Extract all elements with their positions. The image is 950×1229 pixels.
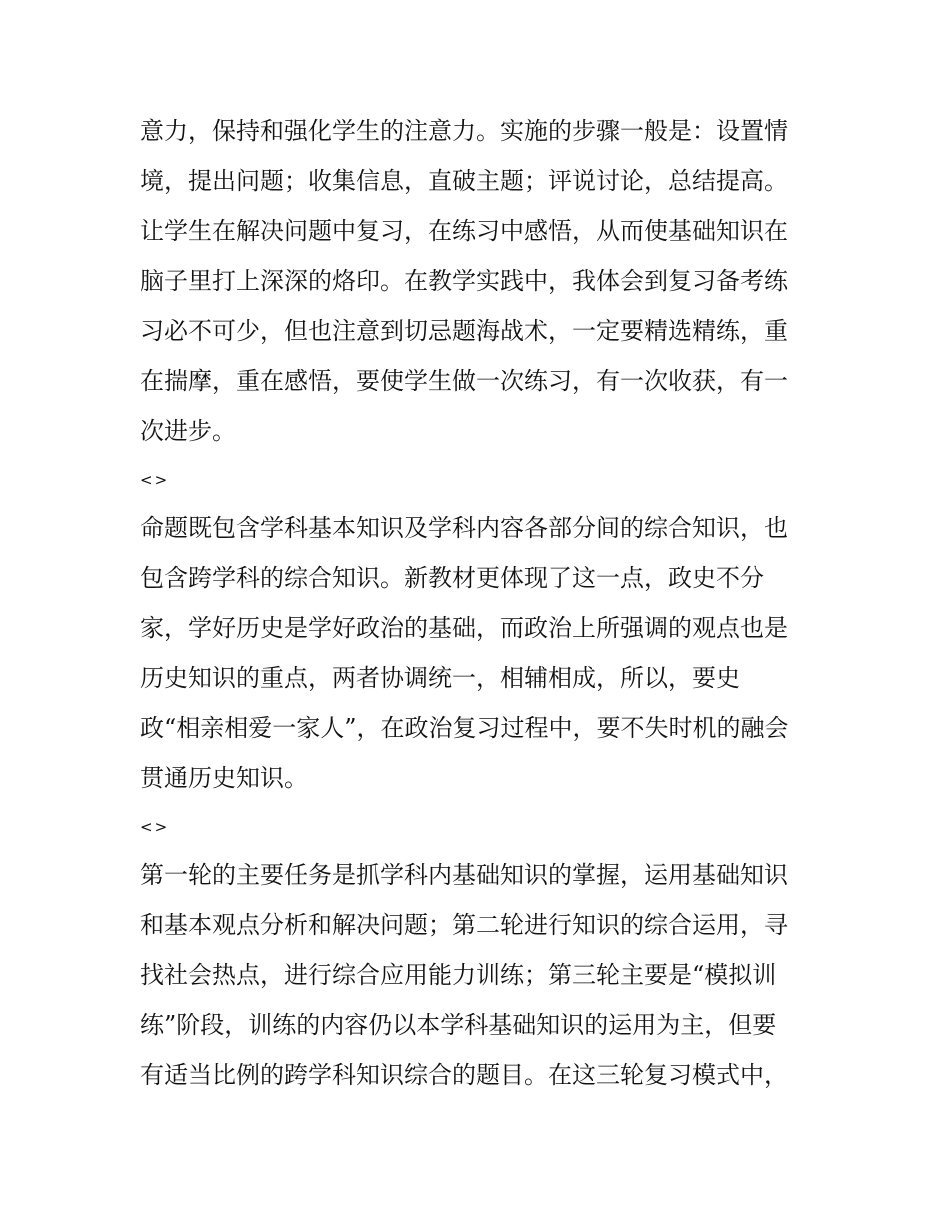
paragraph-3-line-3: 找社会热点，进行综合应用能力训练；第三轮主要是“模拟训 bbox=[140, 961, 777, 989]
paragraph-1-line-4: 脑子里打上深深的烙印。在教学实践中，我体会到复习备考练 bbox=[140, 267, 788, 295]
section-separator: <> bbox=[140, 471, 170, 489]
paragraph-2-line-4: 历史知识的重点，两者协调统一，相辅相成，所以，要史 bbox=[140, 664, 740, 692]
paragraph-1-line-2: 境，提出问题；收集信息，直破主题；评说讨论，总结提高。 bbox=[140, 167, 788, 195]
paragraph-2-line-5: 政“相亲相爱一家人”，在政治复习过程中，要不失时机的融会 bbox=[140, 714, 789, 742]
paragraph-3-line-1: 第一轮的主要任务是抓学科内基础知识的掌握，运用基础知识 bbox=[140, 861, 788, 889]
paragraph-2-line-6: 贯通历史知识。 bbox=[140, 764, 308, 792]
paragraph-3-line-2: 和基本观点分析和解决问题；第二轮进行知识的综合运用，寻 bbox=[140, 911, 788, 939]
paragraph-1-line-5: 习必不可少，但也注意到切忌题海战术，一定要精选精练，重 bbox=[140, 317, 788, 345]
paragraph-3-line-5: 有适当比例的跨学科知识综合的题目。在这三轮复习模式中， bbox=[140, 1061, 788, 1089]
paragraph-2-line-3: 家，学好历史是学好政治的基础，而政治上所强调的观点也是 bbox=[140, 614, 788, 642]
paragraph-1-line-6: 在揣摩，重在感悟，要使学生做一次练习，有一次收获，有一 bbox=[140, 367, 788, 395]
paragraph-1-line-1: 意力，保持和强化学生的注意力。实施的步骤一般是：设置情 bbox=[140, 117, 788, 145]
paragraph-3-line-4: 练”阶段，训练的内容仍以本学科基础知识的运用为主，但要 bbox=[140, 1011, 777, 1039]
paragraph-2-line-1: 命题既包含学科基本知识及学科内容各部分间的综合知识，也 bbox=[140, 514, 788, 542]
paragraph-1-line-7: 次进步。 bbox=[140, 417, 236, 445]
paragraph-2-line-2: 包含跨学科的综合知识。新教材更体现了这一点，政史不分 bbox=[140, 564, 764, 592]
paragraph-1-line-3: 让学生在解决问题中复习，在练习中感悟，从而使基础知识在 bbox=[140, 217, 788, 245]
section-separator: <> bbox=[140, 818, 170, 836]
